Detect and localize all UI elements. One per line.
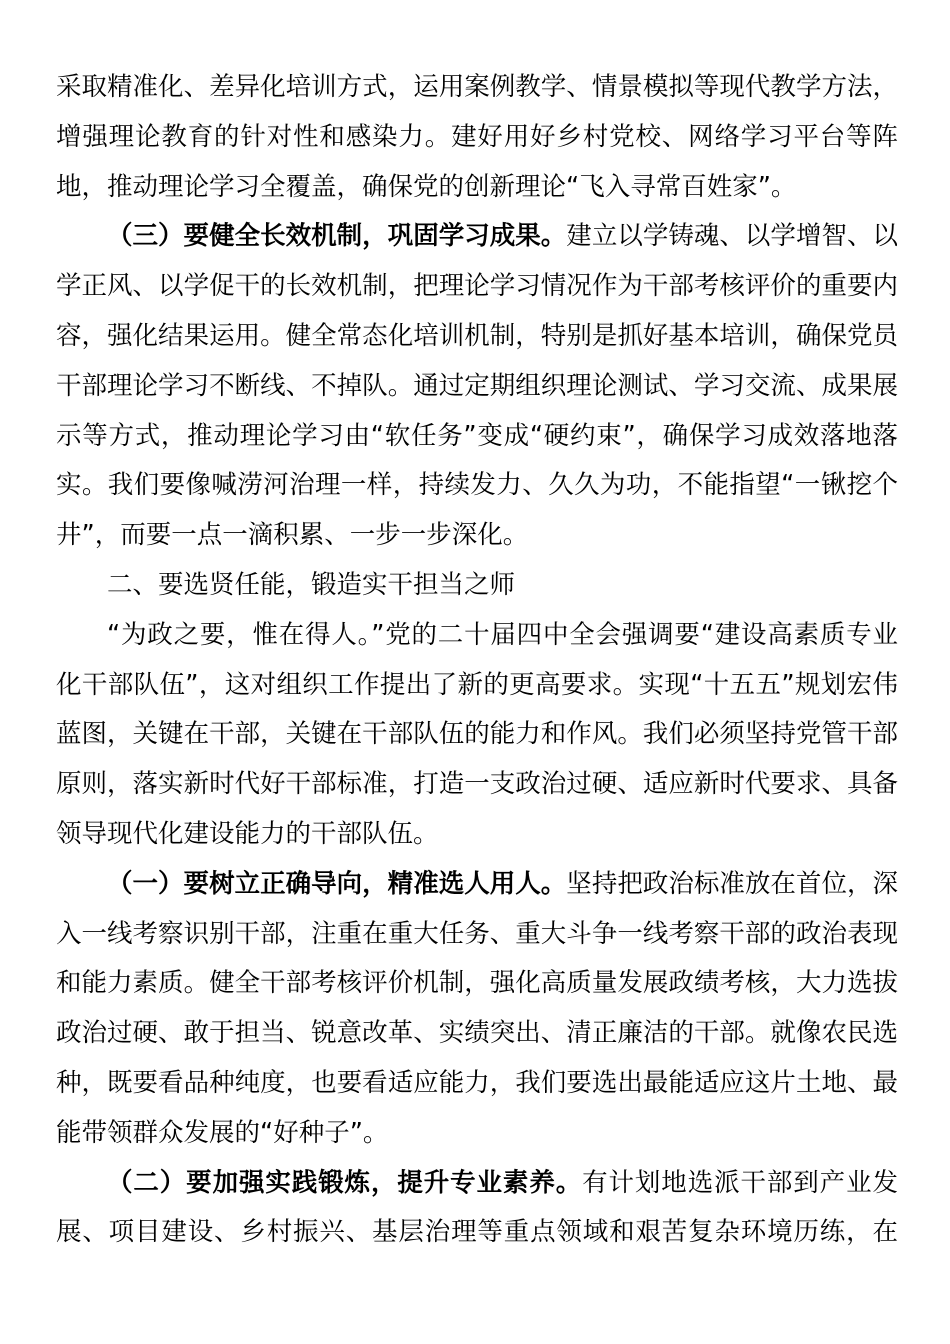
document-body xyxy=(56,63,898,1258)
paragraph-heading-3 xyxy=(56,212,898,561)
paragraph-text-run: 建立以学铸魂、以学增智、以学正风、以学促干的长效机制，把理论学习情况作为干部考核评价的重要内容，强化结果运用。健全常态化培训机制，特别是抓好基本培训，确保党员干部理论学习不断线、不掉队。通过定期组织理论测试、学习交流、成果展示等方式，推动理论学习由“软任务”变成“硬约束”，确保学习成效落地落实。我们要像喊涝河治理一样，持续发力、久久为功，不能指望“一锹挖个井”，而要一点一滴积累、一步一步深化。 xyxy=(56,221,898,551)
paragraph-heading-2 xyxy=(56,1159,898,1259)
paragraph-heading-1 xyxy=(56,860,898,1159)
paragraph-heading-run: （一）要树立正确导向，精准选人用人。 xyxy=(107,868,567,899)
paragraph-text-run: 二、要选贤任能，锻造实干担当之师 xyxy=(107,569,516,600)
paragraph-text-run: “为政之要，惟在得人。”党的二十届四中全会强调要“建设高素质专业化干部队伍”，这对组织工作提出了新的更高要求。实现“十五五”规划宏伟蓝图，关键在干部，关键在干部队伍的能力和作风。我们必须坚持党管干部原则，落实新时代好干部标准，打造一支政治过硬、适应新时代要求、具备领导现代化建设能力的干部队伍。 xyxy=(56,619,898,849)
paragraph-text-run: 坚持把政治标准放在首位，深入一线考察识别干部，注重在重大任务、重大斗争一线考察干部的政治表现和能力素质。健全干部考核评价机制，强化高质量发展政绩考核，大力选拔政治过硬、敢于担当、锐意改革、实绩突出、清正廉洁的干部。就像农民选种，既要看品种纯度，也要看适应能力，我们要选出最能适应这片土地、最能带领群众发展的“好种子”。 xyxy=(56,868,898,1148)
paragraph-text-run: 有计划地选派干部到产业发展、项目建设、乡村振兴、基层治理等重点领域和艰苦复杂环境历练，在 xyxy=(56,1167,898,1248)
paragraph-heading-run: （二）要加强实践锻炼，提升专业素养。 xyxy=(107,1167,583,1198)
paragraph-text-run: 采取精准化、差异化培训方式，运用案例教学、情景模拟等现代教学方法，增强理论教育的针对性和感染力。建好用好乡村党校、网络学习平台等阵地，推动理论学习全覆盖，确保党的创新理论“飞入寻常百姓家”。 xyxy=(56,72,898,202)
paragraph-section-2-intro xyxy=(56,611,898,860)
paragraph-heading-run: （三）要健全长效机制，巩固学习成果。 xyxy=(107,221,567,252)
paragraph-section-2-title xyxy=(56,561,898,611)
paragraph-continuation xyxy=(56,63,898,212)
